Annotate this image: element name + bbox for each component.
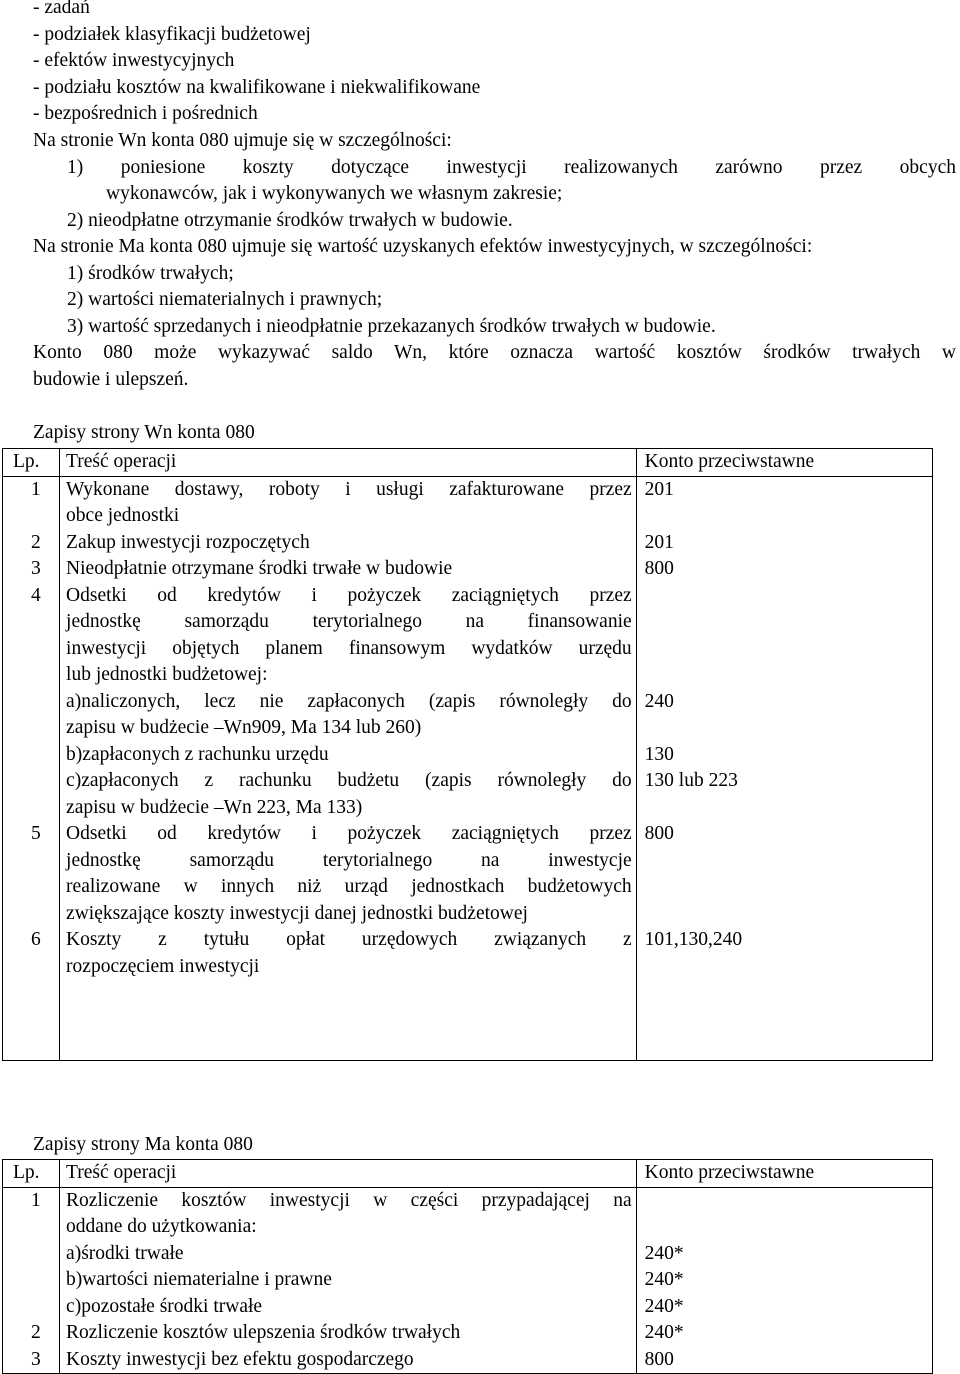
header-lp: Lp. [3,1160,60,1188]
operation-text-line: Odsetki od kredytów i pożyczek zaciągniętych przez [66,584,632,606]
row-number: 1 [31,478,41,500]
wn-section-heading: Na stronie Wn konta 080 ujmuje się w szczególności: [33,130,452,151]
account-value [637,1214,932,1241]
operation-text-line: Nieodpłatnie otrzymane środki trwałe w budowie [66,558,453,579]
account-value [637,609,932,636]
operation-text-line: c)zapłaconych z rachunku budżetu (zapis równoległy do [66,770,632,791]
row-number: 3 [31,558,41,579]
operation-text-line: jednostkę samorządu terytorialnego na finansowanie [66,611,632,632]
operation-text-line: Zakup inwestycji rozpoczętych [66,531,310,553]
account-value: 101,130,240 [644,929,743,950]
wn-table [2,448,933,1061]
operation-text-line: Odsetki od kredytów i pożyczek zaciągniętych przez [66,823,632,844]
operation-text-line: c)pozostałe środki trwałe [66,1295,263,1317]
row-number-spacer [3,636,59,663]
account-value: 201 [644,478,674,500]
row-number: 2 [31,1322,41,1343]
table-padding [60,1033,636,1060]
operation-text-line: a)naliczonych, lecz nie zapłaconych (zapis równoległy do [66,690,632,712]
wn-item-2: 2) nieodpłatne otrzymanie środków trwałych w budowie. [67,210,513,231]
account-column [636,1187,932,1374]
table-padding [60,980,636,1007]
table-header-row [3,1160,933,1188]
table-header-row [3,449,933,477]
row-number-spacer [3,503,59,530]
header-tresc: Treść operacji [60,1160,637,1188]
account-value [637,795,932,822]
operation-text-line: lub jednostki budżetowej: [66,664,268,685]
ma-table [2,1159,933,1374]
account-column [636,476,932,1060]
account-value [637,1188,932,1215]
operation-text-line: Koszty z tytułu opłat urzędowych związanych z [66,929,632,950]
operation-text-line: Rozliczenie kosztów ulepszenia środków trwałych [66,1322,461,1343]
intro-line: - podziału kosztów na kwalifikowane i niekwalifikowane [33,77,481,98]
ma-section-heading: Na stronie Ma konta 080 ujmuje się wartość uzyskanych efektów inwestycyjnych, w szczególności: [33,236,813,257]
row-number-spacer [3,1267,59,1294]
wn-table-caption: Zapisy strony Wn konta 080 [33,422,255,443]
account-value: 240* [644,1269,684,1290]
ma-item-2: 2) wartości niematerialnych i prawnych; [67,289,383,310]
operation-text-line: b)zapłaconych z rachunku urzędu [66,743,329,765]
account-value: 201 [644,531,674,553]
row-number-spacer [3,954,59,981]
header-lp: Lp. [3,449,60,477]
intro-line: - efektów inwestycyjnych [33,50,235,71]
account-value: 240* [644,1295,684,1317]
account-value: 800 [644,1348,674,1370]
operation-text-line: b)wartości niematerialne i prawne [66,1269,332,1290]
row-number-spacer [3,1214,59,1241]
row-number-spacer [3,662,59,689]
row-number-spacer [3,742,59,769]
account-value [637,503,932,530]
account-value: 240 [644,690,674,712]
row-number-spacer [3,874,59,901]
row-number: 3 [31,1348,41,1370]
row-number-spacer [3,901,59,928]
operation-text-line: realizowane w innych niż urząd jednostkach budżetowych [66,876,632,897]
row-number-spacer [3,1241,59,1268]
account-value: 240* [644,1242,684,1264]
header-konto: Konto przeciwstawne [636,1160,932,1188]
row-number: 5 [31,823,41,844]
row-number-spacer [3,689,59,716]
table-padding [3,1033,59,1060]
ma-table-caption: Zapisy strony Ma konta 080 [33,1134,253,1155]
row-number-spacer [3,715,59,742]
table-body [3,476,933,1060]
operation-text-line: Koszty inwestycji bez efektu gospodarczego [66,1348,414,1370]
row-number: 1 [31,1189,41,1211]
intro-line: - podziałek klasyfikacji budżetowej [33,24,311,45]
account-value: 800 [644,558,674,579]
table-padding [3,980,59,1007]
wn-item-1: 1) poniesione koszty dotyczące inwestycji realizowanych zarówno przez obcych [67,157,956,178]
account-value: 800 [644,823,674,844]
saldo-line-2: budowie i ulepszeń. [33,369,189,390]
account-value [637,848,932,875]
row-number: 4 [31,584,41,606]
wn-item-1-cont: wykonawców, jak i wykonywanych we własnym zakresie; [106,183,563,204]
operation-text-line: obce jednostki [66,505,180,526]
ma-item-1: 1) środków trwałych; [67,263,234,284]
num-column [3,476,60,1060]
account-value [637,662,932,689]
header-tresc: Treść operacji [60,449,637,477]
table-padding [637,1033,932,1060]
operation-text-line: rozpoczęciem inwestycji [66,955,260,977]
operation-text-line: Wykonane dostawy, roboty i usługi zafakturowane przez [66,478,632,500]
row-number: 2 [31,531,41,553]
text-column [60,1187,637,1374]
num-column [3,1187,60,1374]
row-number-spacer [3,609,59,636]
table-padding [60,1007,636,1034]
table-body [3,1187,933,1374]
account-value: 240* [644,1322,684,1343]
account-value: 130 [644,743,674,765]
operation-text-line: jednostkę samorządu terytorialnego na inwestycje [66,849,632,871]
account-value [637,901,932,928]
account-value: 130 lub 223 [644,770,738,791]
row-number-spacer [3,795,59,822]
operation-text-line: Rozliczenie kosztów inwestycji w części przypadającej na [66,1189,632,1211]
operation-text-line: a)środki trwałe [66,1242,184,1264]
row-number: 6 [31,929,41,950]
intro-line: - bezpośrednich i pośrednich [33,103,258,124]
operation-text-line: oddane do użytkowania: [66,1216,257,1237]
operation-text-line: zapisu w budżecie –Wn909, Ma 134 lub 260) [66,717,422,738]
saldo-line-1: Konto 080 może wykazywać saldo Wn, które oznacza wartość kosztów środków trwałych w [33,342,956,363]
account-value [637,583,932,610]
row-number-spacer [3,1294,59,1321]
row-number-spacer [3,848,59,875]
operation-text-line: inwestycji objętych planem finansowym wydatków urzędu [66,637,632,659]
account-value [637,715,932,742]
account-value [637,636,932,663]
table-padding [637,1007,932,1034]
table-padding [3,1007,59,1034]
intro-line: - zadań [33,0,90,18]
ma-item-3: 3) wartość sprzedanych i nieodpłatnie przekazanych środków trwałych w budowie. [67,316,716,337]
header-konto: Konto przeciwstawne [636,449,932,477]
row-number-spacer [3,768,59,795]
account-value [637,874,932,901]
table-padding [637,980,932,1007]
account-value [637,954,932,981]
operation-text-line: zapisu w budżecie –Wn 223, Ma 133) [66,796,363,818]
text-column [60,476,637,1060]
operation-text-line: zwiększające koszty inwestycji danej jednostki budżetowej [66,902,528,924]
